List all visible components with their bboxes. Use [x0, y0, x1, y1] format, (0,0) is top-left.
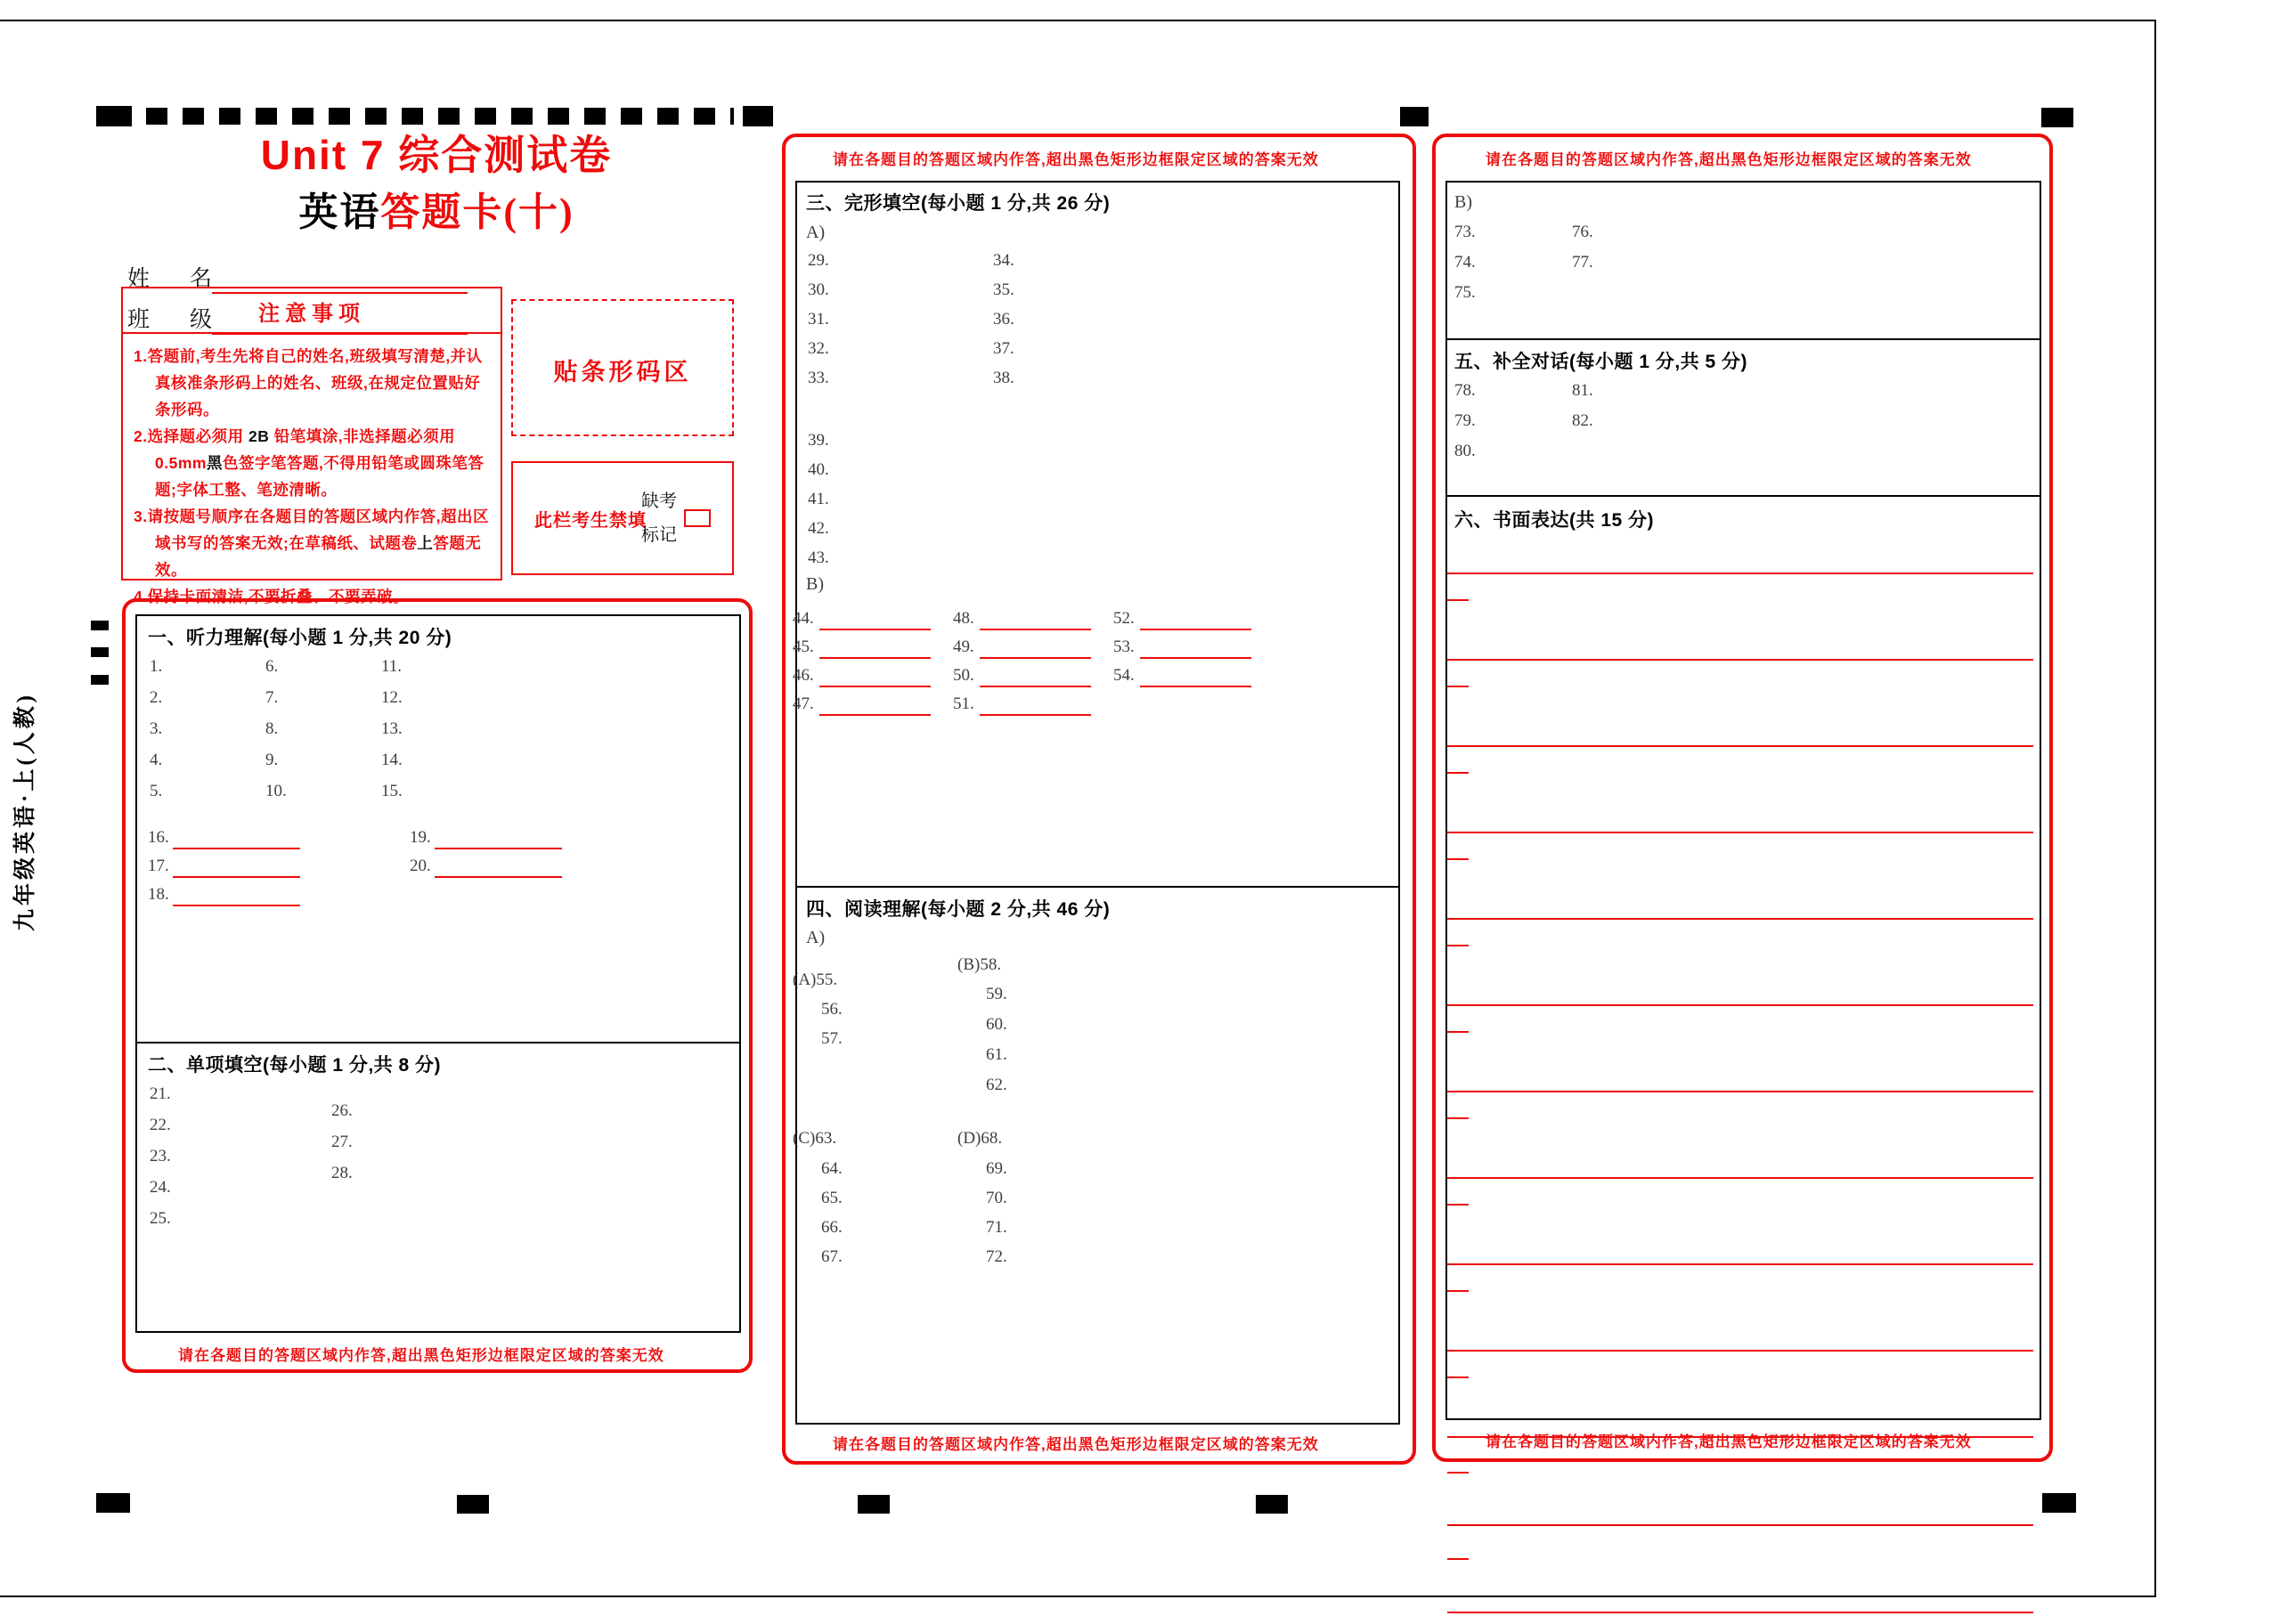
item-number: 15. — [381, 782, 403, 800]
cloze-answer-slot[interactable] — [808, 251, 829, 274]
item-number: 47. — [793, 694, 814, 713]
choice-answer-slot[interactable] — [331, 1101, 353, 1125]
section-listening-title: 一、听力理解(每小题 1 分,共 20 分) — [148, 628, 452, 648]
item-number: 52. — [1113, 609, 1135, 628]
item-number: 49. — [953, 637, 974, 656]
item-number: 7. — [265, 688, 279, 707]
cloze-answer-slot[interactable] — [993, 339, 1014, 362]
listening-answer-slot[interactable] — [381, 688, 403, 711]
answer-blank-line[interactable] — [1140, 629, 1251, 630]
item-number: 77. — [1572, 253, 1593, 272]
item-number: 43. — [808, 548, 829, 567]
item-number: 33. — [808, 369, 829, 387]
reading-answer-slot[interactable] — [986, 1218, 1007, 1241]
item-number: 51. — [953, 694, 974, 713]
item-number: 75. — [1454, 283, 1476, 302]
cloze-answer-slot[interactable] — [993, 280, 1014, 304]
item-number: 36. — [993, 310, 1014, 329]
choice-answer-slot[interactable] — [331, 1164, 353, 1187]
writing-line[interactable] — [1447, 1263, 2033, 1265]
listening-blank[interactable] — [148, 828, 169, 851]
side-edition-label: 九年级英语·上(人教) — [13, 692, 37, 931]
registration-mark — [2042, 1493, 2076, 1513]
listening-answer-slot[interactable] — [265, 688, 278, 711]
item-number: 64. — [821, 1159, 843, 1178]
name-label: 姓 名 — [127, 267, 222, 291]
item-number: 60. — [986, 1015, 1007, 1034]
registration-mark — [1400, 107, 1429, 126]
writing-line-tick — [1447, 1031, 1469, 1033]
listening-answer-slot[interactable] — [150, 719, 162, 743]
notice-text-segment: 答题无效。 — [155, 534, 482, 579]
answer-blank-line[interactable] — [980, 686, 1091, 687]
item-number: 53. — [1113, 637, 1135, 656]
answer-blank-line[interactable] — [1140, 686, 1251, 687]
item-number: 50. — [953, 666, 974, 685]
section-reading-title: 四、阅读理解(每小题 2 分,共 46 分) — [806, 899, 1111, 920]
writing-line-tick — [1447, 599, 1469, 601]
item-number: 4. — [150, 751, 163, 769]
item-number: 40. — [808, 460, 829, 479]
notice-text-segment: 2.选择题必须用 — [134, 427, 248, 445]
barcode-label: 贴条形码区 — [553, 359, 692, 386]
listening-blank[interactable] — [410, 857, 431, 880]
writing-line-tick — [1447, 1290, 1469, 1292]
item-number: (D)68. — [957, 1129, 1003, 1148]
reading-answer-slot[interactable] — [1454, 283, 1476, 306]
dialogue-answer-slot[interactable] — [1454, 411, 1476, 434]
answer-blank-line[interactable] — [819, 714, 931, 716]
item-number: 46. — [793, 666, 814, 685]
item-number: 11. — [381, 657, 403, 676]
item-number: 10. — [265, 782, 287, 800]
answer-blank-line[interactable] — [980, 657, 1091, 659]
notice-text-segment: 色签字笔答题,不得用铅笔或圆珠笔答题;字体工整、笔迹清晰。 — [155, 454, 484, 499]
warning-text: 请在各题目的答题区域内作答,超出黑色矩形边框限定区域的答案无效 — [178, 1347, 664, 1364]
reading-answer-slot[interactable] — [986, 985, 1007, 1008]
cloze-blank[interactable] — [953, 609, 974, 632]
writing-line[interactable] — [1447, 659, 2033, 661]
reading-answer-slot[interactable] — [821, 1159, 843, 1182]
cloze-answer-slot[interactable] — [993, 369, 1014, 392]
sheet-subtitle — [249, 180, 623, 237]
registration-mark — [91, 621, 109, 630]
reading-answer-slot[interactable] — [1572, 253, 1593, 276]
listening-blank[interactable] — [410, 828, 431, 851]
section-writing-title: 六、书面表达(共 15 分) — [1454, 510, 1655, 531]
answer-blank-line[interactable] — [1140, 657, 1251, 659]
notice-item — [134, 503, 492, 583]
barcode-area[interactable] — [511, 299, 734, 436]
notice-text-segment: 2B — [248, 427, 270, 445]
notice-item — [134, 423, 492, 503]
page-border-right — [2154, 20, 2156, 1597]
item-number: (B)58. — [957, 955, 1002, 974]
answer-blank-line[interactable] — [435, 876, 562, 878]
left-answer-box — [135, 614, 741, 1333]
answer-blank-line[interactable] — [173, 876, 300, 878]
writing-line-tick — [1447, 1376, 1469, 1378]
item-number: 18. — [148, 885, 169, 904]
cloze-answer-slot[interactable] — [808, 339, 829, 362]
item-number: 23. — [150, 1147, 171, 1165]
listening-answer-slot[interactable] — [381, 657, 402, 680]
item-number: 74. — [1454, 253, 1476, 272]
item-number: 62. — [986, 1076, 1007, 1094]
section-divider — [1445, 495, 2041, 497]
choice-answer-slot[interactable] — [150, 1116, 171, 1139]
item-number: 54. — [1113, 666, 1135, 685]
notice-item — [134, 343, 492, 423]
cloze-answer-slot[interactable] — [808, 369, 829, 392]
section-choice-title: 二、单项填空(每小题 1 分,共 8 分) — [148, 1055, 442, 1076]
notice-text-segment: 黑 — [206, 454, 223, 472]
reading-answer-slot[interactable] — [793, 1129, 836, 1152]
notice-items — [123, 334, 501, 610]
item-number: 42. — [808, 519, 829, 538]
cloze-blank[interactable] — [793, 694, 814, 718]
absent-mark-box — [511, 461, 734, 575]
item-number: 48. — [953, 609, 974, 628]
item-number: 73. — [1454, 223, 1476, 241]
listening-answer-slot[interactable] — [150, 751, 162, 774]
writing-line-tick — [1447, 1472, 1469, 1474]
listening-answer-slot[interactable] — [150, 657, 162, 680]
cloze-blank[interactable] — [793, 637, 814, 661]
item-number: 31. — [808, 310, 829, 329]
item-number: 3. — [150, 719, 163, 738]
item-number: 12. — [381, 688, 403, 707]
warning-text: 请在各题目的答题区域内作答,超出黑色矩形边框限定区域的答案无效 — [1486, 151, 1972, 168]
cloze-blank[interactable] — [953, 637, 974, 661]
item-number: 57. — [821, 1029, 843, 1048]
cloze-answer-slot[interactable] — [808, 280, 829, 304]
cloze-blank[interactable] — [793, 609, 814, 632]
cloze-answer-slot[interactable] — [808, 519, 829, 542]
reading-answer-slot[interactable] — [986, 1159, 1007, 1182]
reading-answer-slot[interactable] — [821, 1000, 843, 1023]
item-number: 25. — [150, 1209, 171, 1228]
answer-blank-line[interactable] — [173, 848, 300, 849]
item-number: 8. — [265, 719, 279, 738]
cloze-blank[interactable] — [1113, 609, 1135, 632]
registration-mark — [96, 106, 132, 126]
writing-line[interactable] — [1447, 1177, 2033, 1179]
page-border-bottom — [0, 1596, 2156, 1597]
writing-line[interactable] — [1447, 745, 2033, 747]
item-number: 66. — [821, 1218, 843, 1237]
warning-text: 请在各题目的答题区域内作答,超出黑色矩形边框限定区域的答案无效 — [1486, 1433, 1972, 1450]
reading-answer-slot[interactable] — [986, 1189, 1007, 1212]
answer-blank-line[interactable] — [819, 629, 931, 630]
reading-answer-slot[interactable] — [957, 955, 1001, 978]
writing-line[interactable] — [1447, 1004, 2033, 1006]
choice-answer-slot[interactable] — [150, 1147, 171, 1170]
item-number: 65. — [821, 1189, 843, 1207]
item-number: 26. — [331, 1101, 353, 1120]
reading-part-a-label: A) — [806, 928, 826, 947]
writing-line-tick — [1447, 1204, 1469, 1206]
item-number: 19. — [410, 828, 431, 847]
item-number: 38. — [993, 369, 1014, 387]
writing-line — [1447, 1524, 2033, 1526]
cloze-answer-slot[interactable] — [993, 310, 1014, 333]
item-number: 80. — [1454, 442, 1476, 460]
item-number: 1. — [150, 657, 163, 676]
sheet-title: Unit 7 综合测试卷 — [260, 132, 613, 178]
item-number: 70. — [986, 1189, 1007, 1207]
item-number: 37. — [993, 339, 1014, 358]
reading-answer-slot[interactable] — [1454, 223, 1476, 246]
warning-text: 请在各题目的答题区域内作答,超出黑色矩形边框限定区域的答案无效 — [833, 1436, 1319, 1453]
item-number: 24. — [150, 1178, 171, 1197]
reading-answer-slot[interactable] — [986, 1045, 1007, 1068]
class-label: 班 级 — [127, 308, 222, 332]
item-number: 39. — [808, 431, 829, 450]
dialogue-answer-slot[interactable] — [1454, 381, 1476, 404]
item-number: 16. — [148, 828, 169, 847]
registration-mark — [858, 1495, 890, 1514]
writing-line-tick — [1447, 945, 1469, 946]
choice-answer-slot[interactable] — [150, 1178, 171, 1201]
listening-answer-slot[interactable] — [265, 751, 278, 774]
answer-blank-line[interactable] — [980, 629, 1091, 630]
answer-blank-line[interactable] — [173, 905, 300, 906]
item-number: 27. — [331, 1133, 353, 1151]
notice-text-segment: 1.答题前,考生先将自己的姓名,班级填写清楚,并认真核准条形码上的姓名、班级,在规定位置贴好条形码。 — [134, 347, 483, 418]
section-divider — [1445, 338, 2041, 340]
item-number: 44. — [793, 609, 814, 628]
notice-text-segment: 上 — [417, 534, 434, 552]
item-number: 78. — [1454, 381, 1476, 400]
registration-mark — [457, 1495, 489, 1514]
writing-line — [1447, 1612, 2033, 1613]
item-number: (A)55. — [793, 970, 838, 989]
section-dialogue-title: 五、补全对话(每小题 1 分,共 5 分) — [1454, 352, 1748, 372]
item-number: 29. — [808, 251, 829, 270]
item-number: 81. — [1572, 381, 1593, 400]
listening-blank[interactable] — [148, 857, 169, 880]
listening-answer-slot[interactable] — [150, 688, 162, 711]
cloze-answer-slot[interactable] — [808, 460, 829, 483]
cloze-part-b-label: B) — [806, 574, 824, 594]
listening-answer-slot[interactable] — [265, 782, 287, 805]
writing-line-tick — [1447, 772, 1469, 774]
middle-answer-box — [795, 181, 1400, 1425]
listening-answer-slot[interactable] — [381, 751, 403, 774]
listening-answer-slot[interactable] — [265, 657, 278, 680]
cloze-blank[interactable] — [1113, 637, 1135, 661]
choice-answer-slot[interactable] — [150, 1084, 171, 1108]
item-number: 9. — [265, 751, 279, 769]
item-number: 17. — [148, 857, 169, 875]
item-number: 34. — [993, 251, 1014, 270]
dialogue-answer-slot[interactable] — [1572, 411, 1593, 434]
registration-mark — [91, 647, 109, 657]
absent-mark-line2: 标记 — [641, 525, 677, 545]
item-number: 79. — [1454, 411, 1476, 430]
item-number: 20. — [410, 857, 431, 875]
cloze-part-a-label: A) — [806, 223, 826, 242]
reading-answer-slot[interactable] — [1572, 223, 1593, 246]
reading-answer-slot[interactable] — [986, 1076, 1007, 1099]
item-number: 2. — [150, 688, 163, 707]
choice-answer-slot[interactable] — [150, 1209, 171, 1232]
answer-blank-line[interactable] — [819, 686, 931, 687]
reading-answer-slot[interactable] — [1454, 253, 1476, 276]
choice-answer-slot[interactable] — [331, 1133, 353, 1156]
registration-mark — [1256, 1495, 1288, 1514]
notice-text-segment: 4.保持卡面清洁,不要折叠、不要弄破。 — [134, 588, 409, 605]
writing-line[interactable] — [1447, 918, 2033, 920]
section-divider — [135, 1042, 741, 1043]
item-number: 21. — [150, 1084, 171, 1103]
item-number: 28. — [331, 1164, 353, 1182]
cloze-answer-slot[interactable] — [993, 251, 1014, 274]
item-number: 56. — [821, 1000, 843, 1019]
reading-part-b-label: B) — [1454, 192, 1472, 212]
absent-checkbox[interactable] — [684, 509, 711, 527]
item-number: 22. — [150, 1116, 171, 1134]
dialogue-answer-slot[interactable] — [1572, 381, 1593, 404]
subtitle-card: 答题卡(十) — [380, 191, 574, 234]
warning-text: 请在各题目的答题区域内作答,超出黑色矩形边框限定区域的答案无效 — [833, 151, 1319, 168]
item-number: 6. — [265, 657, 279, 676]
item-number: 35. — [993, 280, 1014, 299]
listening-blank[interactable] — [148, 885, 169, 908]
item-number: 14. — [381, 751, 403, 769]
notice-text-segment: 3.请按题号顺序在各题目的答题区域内作答,超出区域书写的答案无效;在草稿纸、试题卷 — [134, 508, 489, 552]
writing-line[interactable] — [1447, 1350, 2033, 1352]
item-number: 67. — [821, 1247, 843, 1266]
registration-mark — [96, 1493, 130, 1513]
listening-answer-slot[interactable] — [381, 782, 403, 805]
cloze-answer-slot[interactable] — [808, 548, 829, 572]
writing-line[interactable] — [1447, 1091, 2033, 1092]
listening-answer-slot[interactable] — [265, 719, 278, 743]
registration-mark — [91, 675, 109, 685]
reading-answer-slot[interactable] — [986, 1247, 1007, 1271]
listening-answer-slot[interactable] — [150, 782, 162, 805]
cloze-answer-slot[interactable] — [808, 310, 829, 333]
cloze-blank[interactable] — [793, 666, 814, 689]
section-cloze-title: 三、完形填空(每小题 1 分,共 26 分) — [806, 193, 1111, 214]
answer-blank-line[interactable] — [435, 848, 562, 849]
reading-answer-slot[interactable] — [821, 1189, 843, 1212]
writing-line[interactable] — [1447, 832, 2033, 833]
cloze-blank[interactable] — [1113, 666, 1135, 689]
answer-blank-line[interactable] — [980, 714, 1091, 716]
notice-box — [121, 287, 502, 605]
listening-answer-slot[interactable] — [381, 719, 403, 743]
absent-mark-line1: 缺考 — [641, 491, 677, 511]
reading-answer-slot[interactable] — [821, 1247, 843, 1271]
registration-mark — [743, 106, 773, 126]
item-number: 59. — [986, 985, 1007, 1003]
item-number: 13. — [381, 719, 403, 738]
writing-line-tick — [1447, 1558, 1469, 1560]
item-number: 61. — [986, 1045, 1007, 1064]
answer-blank-line[interactable] — [819, 657, 931, 659]
item-number: 69. — [986, 1159, 1007, 1178]
reading-answer-slot[interactable] — [957, 1129, 1002, 1152]
writing-line-tick — [1447, 858, 1469, 860]
item-number: 41. — [808, 490, 829, 508]
item-number: 45. — [793, 637, 814, 656]
cloze-answer-slot[interactable] — [808, 490, 829, 513]
dialogue-answer-slot[interactable] — [1454, 442, 1476, 465]
item-number: (C)63. — [793, 1129, 837, 1148]
reading-answer-slot[interactable] — [986, 1015, 1007, 1038]
item-number: 82. — [1572, 411, 1593, 430]
item-number: 5. — [150, 782, 163, 800]
notice-text-segment: 铅笔填涂,非选择题必须用 0.5mm — [155, 427, 456, 472]
item-number: 76. — [1572, 223, 1593, 241]
cloze-answer-slot[interactable] — [808, 431, 829, 454]
registration-mark — [2041, 108, 2073, 127]
writing-line[interactable] — [1447, 572, 2033, 574]
cloze-blank[interactable] — [953, 694, 974, 718]
reading-answer-slot[interactable] — [821, 1218, 843, 1241]
absent-mark-label — [641, 484, 677, 552]
item-number: 32. — [808, 339, 829, 358]
cloze-blank[interactable] — [953, 666, 974, 689]
page-border-top — [0, 20, 2155, 21]
forbid-label: 此栏考生禁填 — [534, 511, 647, 531]
reading-answer-slot[interactable] — [821, 1029, 843, 1052]
reading-answer-slot[interactable] — [793, 970, 837, 994]
writing-line-tick — [1447, 686, 1469, 687]
subtitle-subject: 英语 — [298, 191, 381, 234]
writing-line-tick — [1447, 1117, 1469, 1119]
item-number: 30. — [808, 280, 829, 299]
item-number: 72. — [986, 1247, 1007, 1266]
item-number: 71. — [986, 1218, 1007, 1237]
section-divider — [795, 886, 1400, 888]
notice-title: 注意事项 — [123, 288, 501, 334]
